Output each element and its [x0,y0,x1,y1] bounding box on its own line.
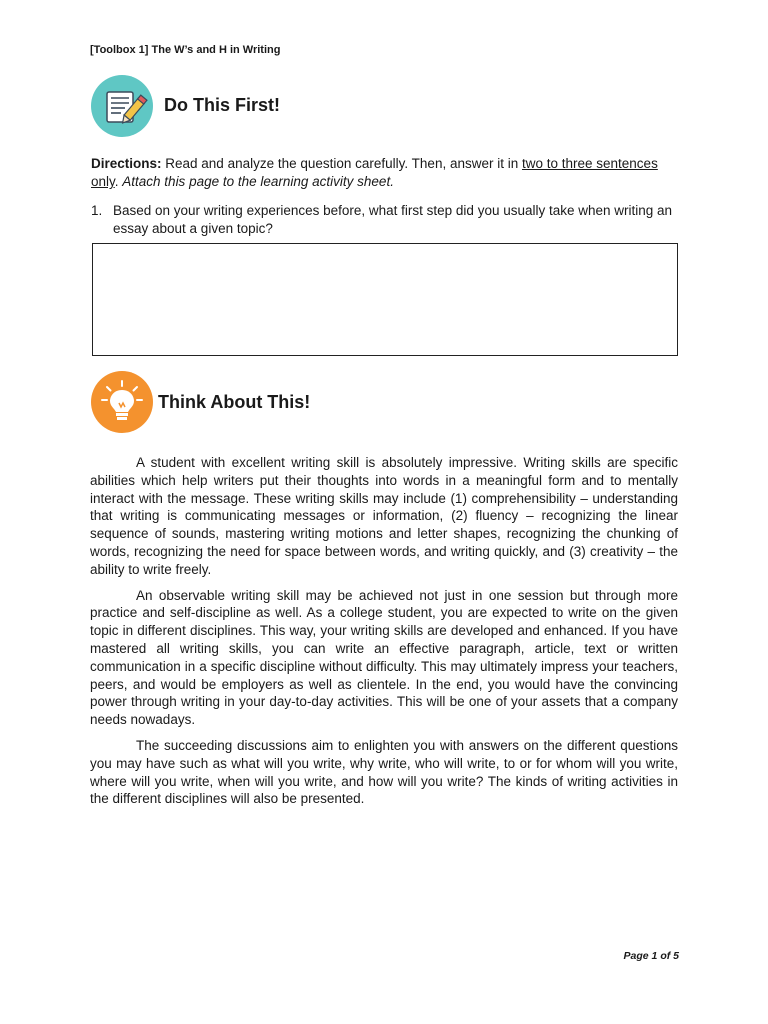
question-text: Based on your writing experiences before, what first step did you usually take when writing an essay about a given topic? [113,203,673,236]
answer-box[interactable] [92,243,678,356]
paragraph: The succeeding discussions aim to enlighten you with answers on the different questions you may have such as what will you write, why write, who will write, to or for whom will you write, where will you write, when will you write, and how will you write? The kinds of writing activities in the different disciplines will also be presented. [90,737,678,807]
body-text [90,454,678,816]
section-title-do-this-first: Do This First! [164,95,280,115]
question-number: 1. [91,203,103,218]
directions-label: Directions: [91,156,162,171]
paragraph: A student with excellent writing skill is absolutely impressive. Writing skills are specific abilities which help writers put their thoughts into words in a meaningful form and to mentally interact with the message. These writing skills may include (1) comprehensibility – understanding that writing is communicating messages or information, (2) fluency – recognizing the linear sequence of sounds, mastering writing motions and letter shapes, recognizing the chunking of words, recognizing the need for space between words, and writing quickly, and (3) creativity – the ability to write freely. [90,455,678,577]
pencil-document-icon [91,75,153,137]
page-number: Page 1 of 5 [623,950,679,962]
lightbulb-icon [91,371,153,433]
paragraph: An observable writing skill may be achieved not just in one session but through more practice and self-discipline as well. As a college student, you are expected to write on the given topic in different disciplines. This way, your writing skills are developed and enhanced. If you have mastered all writing skills, you can write an effective paragraph, article, text or written communication in a specific discipline without difficulty. This may ultimately impress your teachers, peers, and would be employers as well as clientele. In the end, you would have the convincing power through writing in your day-to-day activities. This will be one of your assets that a company needs nowadays. [90,587,678,728]
question-item [91,202,679,238]
directions-underline: two to three sentences only [91,156,658,189]
section-title-think-about-this: Think About This! [158,392,311,412]
directions-text [91,155,679,191]
document-header: [Toolbox 1] The W’s and H in Writing [90,44,281,56]
directions-body-1: Read and analyze the question carefully. Then, answer it in [161,156,522,171]
directions-italic: Attach this page to the learning activity sheet. [122,174,394,189]
directions-body-2: . [114,174,123,189]
